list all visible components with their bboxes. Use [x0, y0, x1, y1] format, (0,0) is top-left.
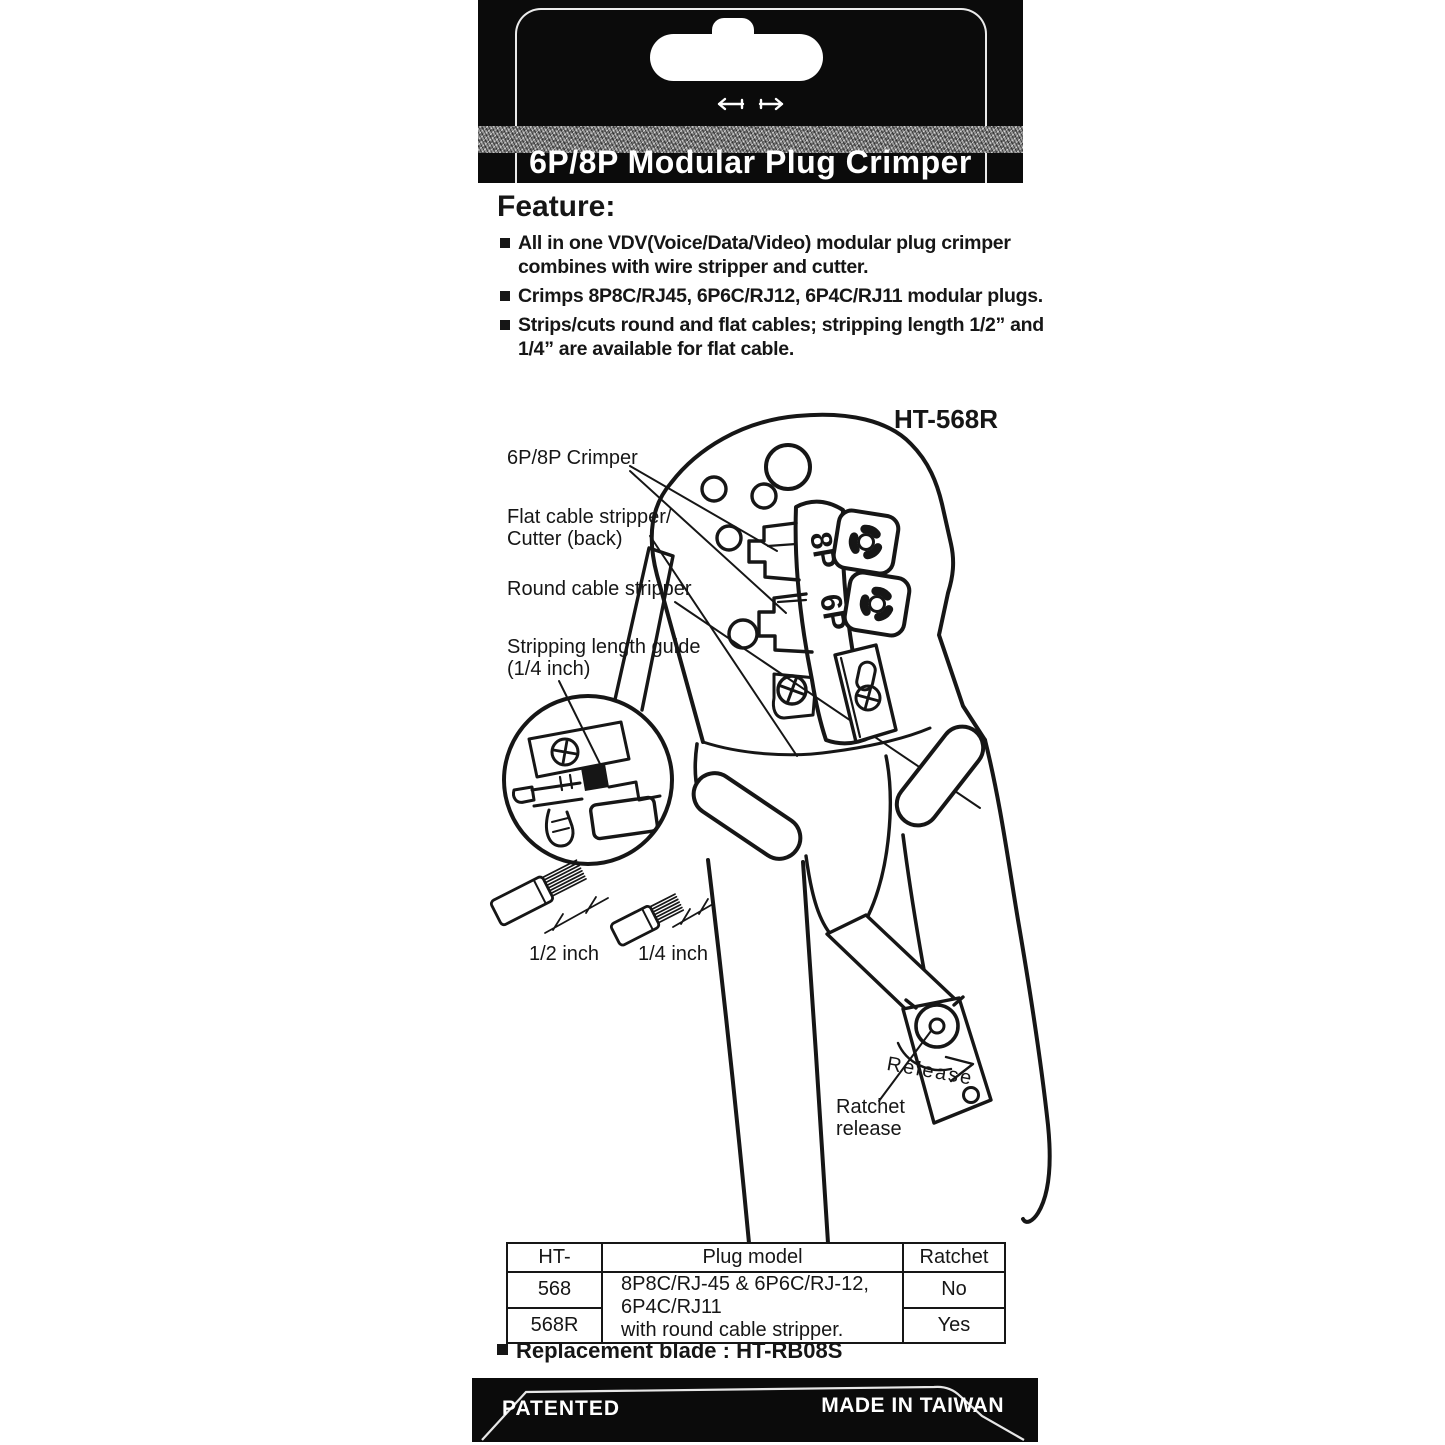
callout-line: Flat cable stripper/: [507, 506, 672, 528]
callout-line: (1/4 inch): [507, 658, 591, 680]
plug-model-line: 8P8C/RJ-45 & 6P6C/RJ-12, 6P4C/RJ11: [621, 1273, 869, 1318]
callout-ratchet-release: [836, 1096, 905, 1140]
table-header-ratchet: Ratchet: [903, 1243, 1005, 1272]
replacement-note: [497, 1338, 842, 1364]
feature-line: combines with wire stripper and cutter.: [518, 256, 869, 278]
plug-model-cell: [602, 1272, 903, 1343]
callout-flat-stripper: [507, 506, 672, 550]
callout-line: Cutter (back): [507, 528, 623, 550]
product-title: 6P/8P Modular Plug Crimper: [529, 144, 972, 180]
release-label: Release: [885, 1053, 976, 1090]
model-cell: 568: [507, 1272, 602, 1308]
label-quarter-inch: 1/4 inch: [638, 943, 709, 965]
ratchet-cell: No: [903, 1272, 1005, 1308]
plug-model-line: with round cable stripper.: [621, 1319, 844, 1341]
model-cell: 568R: [507, 1308, 602, 1344]
made-in-label: MADE IN TAIWAN: [821, 1394, 1004, 1417]
grip-right: [888, 718, 991, 834]
callout-line: Ratchet: [836, 1096, 905, 1118]
guide-block: [581, 764, 609, 791]
callout-crimper: 6P/8P Crimper: [507, 447, 638, 469]
phillips-screw-icon: [777, 675, 808, 706]
label-half-inch: 1/2 inch: [529, 943, 600, 965]
table-header-row: [507, 1243, 1005, 1272]
die-label-6p: 6P: [813, 591, 852, 634]
detail-inset: [504, 696, 672, 864]
cable-quarter-inch: [610, 892, 713, 946]
feature-line: Strips/cuts round and flat cables; stripping length 1/2” and: [518, 314, 1044, 336]
callout-strip-guide: [507, 636, 700, 680]
feature-heading: Feature:: [497, 190, 616, 223]
handles: [686, 718, 1050, 1243]
spec-table: [506, 1242, 1006, 1344]
grip-left: [686, 765, 809, 867]
ratchet-cell: Yes: [903, 1308, 1005, 1344]
feature-line: 1/4” are available for flat cable.: [518, 338, 794, 360]
replacement-text: Replacement blade : HT-RB08S: [516, 1338, 843, 1363]
callout-line: Stripping length guide: [507, 636, 701, 658]
table-header-plug-model: Plug model: [602, 1243, 903, 1272]
feature-line: All in one VDV(Voice/Data/Video) modular plug crimper: [518, 232, 1011, 254]
patented-label: PATENTED: [502, 1397, 621, 1420]
cable-half-inch: [490, 858, 608, 933]
footer-panel: [472, 1378, 1038, 1442]
table-row: [507, 1272, 1005, 1308]
callout-round-stripper: Round cable stripper: [507, 578, 692, 600]
bullet-icon: [497, 1344, 508, 1355]
model-number: HT-568R: [894, 404, 999, 434]
feature-line: Crimps 8P8C/RJ45, 6P6C/RJ12, 6P4C/RJ11 modular plugs.: [518, 285, 1043, 307]
die-label-8p: 8P: [803, 529, 842, 572]
callout-line: release: [836, 1118, 902, 1140]
table-header-ht: HT-: [507, 1243, 602, 1272]
